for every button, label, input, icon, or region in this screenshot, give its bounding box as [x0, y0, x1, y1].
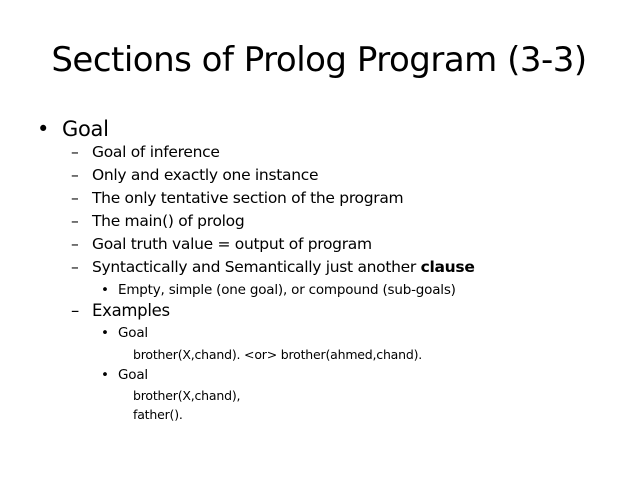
- bullet-dash-icon: –: [71, 235, 79, 253]
- bullet-dash-icon: –: [71, 258, 79, 276]
- subbullet-text: The main() of prolog: [92, 212, 245, 230]
- subbullet-text-bold: clause: [420, 258, 475, 276]
- slide-title: Sections of Prolog Program (3-3): [51, 40, 587, 80]
- example-code-text: brother(X,chand). <or> brother(ahmed,chand).: [133, 347, 423, 362]
- bullet-dash-icon: –: [71, 143, 79, 161]
- example-code-text: brother(X,chand),: [133, 388, 241, 403]
- subbullet-text: Goal truth value = output of program: [92, 235, 372, 253]
- bullet-dash-icon: –: [71, 189, 79, 207]
- bullet-dot-icon: •: [101, 367, 109, 383]
- subbullet-text: Examples: [92, 301, 170, 320]
- bullet-dot-icon: •: [37, 117, 50, 141]
- example-code-text: father().: [133, 407, 183, 422]
- bullet-dot-icon: •: [101, 282, 109, 298]
- bullet-dash-icon: –: [71, 212, 79, 230]
- bullet-text: Goal: [62, 117, 109, 141]
- subsubbullet-text: Empty, simple (one goal), or compound (sub-goals): [118, 282, 456, 298]
- bullet-dash-icon: –: [71, 166, 79, 184]
- subbullet-text: Goal of inference: [92, 143, 220, 161]
- subbullet-text: Only and exactly one instance: [92, 166, 319, 184]
- bullet-dash-icon: –: [71, 301, 79, 320]
- subbullet-text: [92, 257, 475, 277]
- example-label-text: Goal: [118, 325, 148, 341]
- example-label-text: Goal: [118, 367, 148, 383]
- subbullet-text-regular: Syntactically and Semantically just another: [92, 258, 421, 276]
- subbullet-text: The only tentative section of the program: [92, 189, 404, 207]
- bullet-dot-icon: •: [101, 325, 109, 341]
